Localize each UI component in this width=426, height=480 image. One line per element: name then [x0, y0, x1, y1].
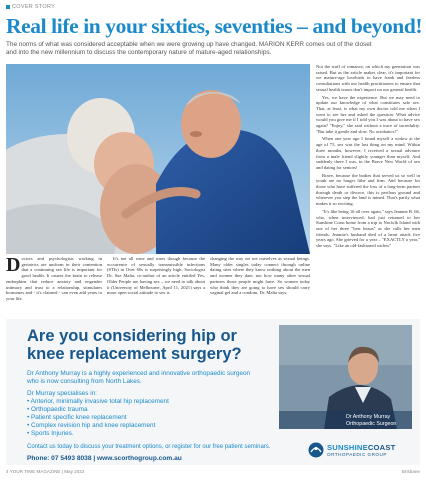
article-column-1	[6, 256, 102, 304]
article-column-3	[210, 256, 310, 298]
page-footer	[6, 469, 420, 474]
article-col4-para-3: When one year ago I found myself a widow at the age of 75, sex was the last thing on my mind. Within three months, however, I received a sexual advance from a male friend slightly younger than myself. And suddenly there I was, in the Brave New World of sex and dating for seniors!	[316, 136, 420, 170]
headline: Real life in your sixties, seventies – and beyond!	[6, 14, 423, 38]
footer-region: Brisbane	[401, 469, 420, 474]
standfirst: The norms of what was considered acceptable when we were growing up have changed. MARION KERR comes out of the closet and into the new millennium to discuss the contemporary nature of mature-aged relationships.	[6, 41, 372, 56]
ad-specialises-label: Dr Murray specialises in:	[27, 390, 97, 397]
ad-lead: Dr Anthony Murray is a highly experienced and innovative orthopaedic surgeon who is now consulting from North Lakes.	[27, 370, 251, 385]
ad-contact-text: Contact us today to discuss your treatment options, or register for our free patient seminars.	[27, 444, 271, 450]
ad-phone-link[interactable]: Phone: 07 5493 8038 | www.scorthogroup.com.au	[27, 455, 182, 462]
article-column-2	[107, 256, 205, 298]
couple-photo	[6, 64, 310, 254]
doctor-role: Orthopaedic Surgeon	[346, 420, 397, 427]
drop-cap: D	[6, 254, 21, 276]
ad-service-item: • Orthopaedic trauma	[27, 406, 169, 414]
article-col4-para-1: Not the stuff of romance, on which my generation was raised. But as the article makes clear, it's important for we mature-age lovebirds to have frank and fearless consultations with our health practitioners to ensure that sexual health issues don't impact on our general health.	[316, 64, 420, 92]
section-kicker	[6, 4, 55, 10]
logo-name-sunshine: SUNSHINE	[327, 443, 368, 452]
article-col2-text: It's not all wine and roses though because the occurrence of sexually transmissible infections (STIs) in Over 60s is surprisingly high. Sociologist Dr. Sue Malta, co-author of an article entitled Yes, Older People are having sex – we need to talk about it (University of Melbourne, April 11, 2021) says a more open social attitude to sex is	[107, 256, 205, 296]
ad-service-item: • Anterior, minimally invasive total hip replacement	[27, 398, 169, 406]
article-col4-para-5: "It's like being 16 all over again," says Jeannie B. 66, who, when interviewed, had just returned to her Sunshine Coast home from a trip to Norfolk Island with one of her three "best beaus" as she calls her men friends. Jeannie's husband died of a heart attack five years ago. She grieved for a year – "EXACTLY a year," she says. "Like an old-fashioned widow"	[316, 208, 420, 249]
article-col4-para-4: Brave, because the bodies that served us so well in youth are no longer lithe and firm. And because for those who have suffered the loss of a long-term partner through death or divorce, this is perilous ground and wherever you step the land is mined. That's partly what makes it so exciting.	[316, 172, 420, 207]
footer-issue: 4 YOUR TIME MAGAZINE | May 2022	[6, 469, 85, 474]
logo-name-coast: COAST	[367, 443, 396, 452]
logo-subtitle: ORTHOPAEDIC GROUP	[327, 452, 387, 457]
article-col3-text: changing the way we see ourselves as sexual beings. Many older singles today connect through online dating sites where they know nothing about the men and women they date, nor how many other sexual partners those people might have. So women today who think they are going to have sex should carry vaginal gel and a condom, Dr. Malta says.	[210, 256, 310, 296]
article-col4-para-2: Yes, we have the experience. But we may need to update our knowledge of what constitutes safe sex. That, at least, is what my own doctor told me when I went to see her and asked the question: What advice would you give me if I told you I was about to have sex again? "Enjoy," she said without a trace of incredulity. "But take it gentle and slow. No acrobatics!"	[316, 94, 420, 134]
ad-service-item: • Complex revision hip and knee replacement	[27, 422, 169, 430]
ad-title: Are you considering hip or knee replacement surgery?	[27, 327, 242, 363]
article-column-4	[316, 64, 420, 260]
ad-services-list	[27, 398, 169, 438]
doctor-name: Dr Anthony Murray	[346, 414, 391, 420]
ad-service-item: • Sports Injuries.	[27, 430, 169, 438]
logo-name	[327, 443, 395, 452]
doctor-caption	[346, 414, 396, 427]
kicker-label: COVER STORY	[12, 4, 56, 10]
sunshine-coast-logo-icon	[308, 442, 324, 458]
ad-service-item: • Patient specific knee replacement	[27, 414, 169, 422]
orthopaedic-advert	[6, 319, 420, 465]
article-col1-text: octors and psychologists working in geriatrics are uniform in their contention that a continuing sex life is important for good health. It causes the brain to release endorphins that reduce anxiety and engender intimacy and trust to a relationship, stimulates hormones and - it's claimed - can even add years to your life.	[6, 256, 102, 301]
kicker-square-icon	[6, 5, 10, 9]
couple-photo-illustration	[6, 64, 310, 254]
sunshine-coast-logo	[308, 439, 412, 461]
